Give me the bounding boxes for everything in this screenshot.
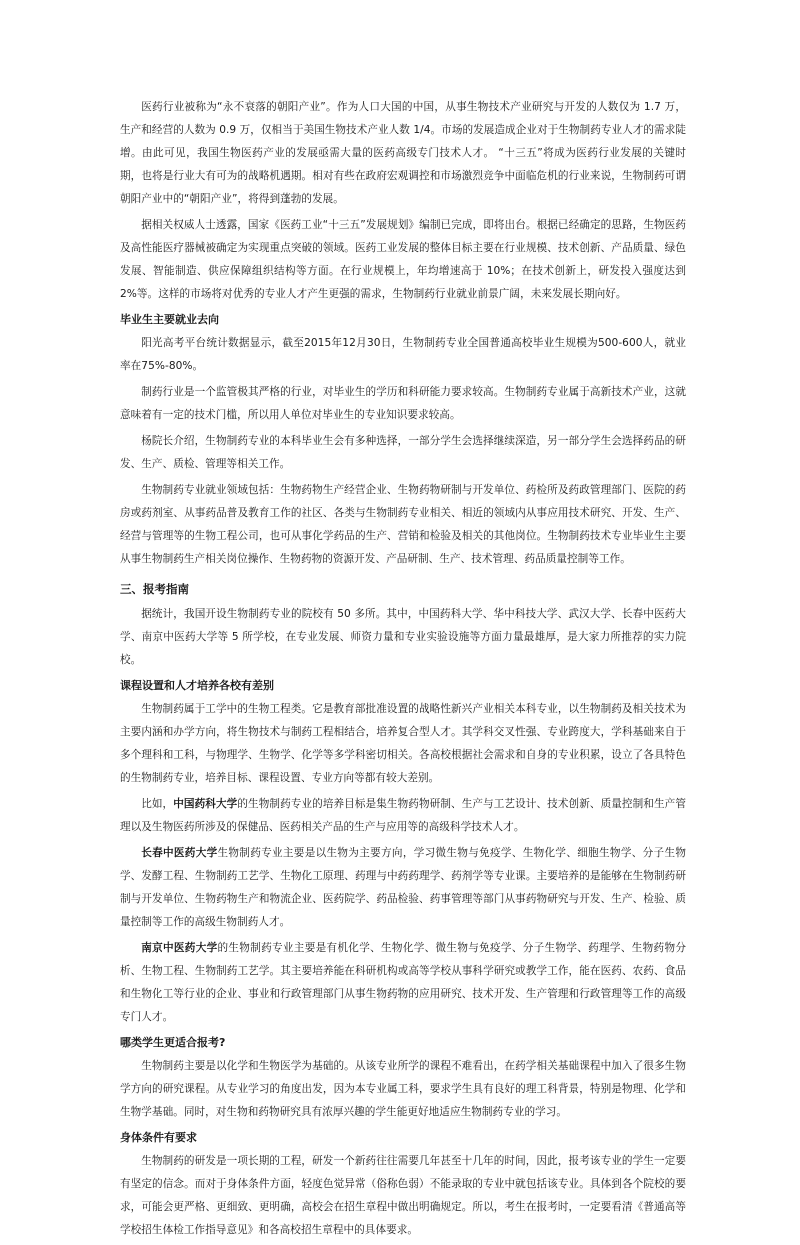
intro-paragraph-2: 据相关权威人士透露，国家《医药工业“十三五”发展规划》编制已完成，即将出台。根据已经确定的思路，生物医药及高性能医疗器械被确定为实现重点突破的领域。医药工业发展的整体目标主要在行业规模、技术创新、产品质量、绿色发展、智能制造、供应保障组织结构等方面。在行业规模上，年均增速高于 10%；在技术创新上，研发投入强度达到 2%等。这样的市场将对优秀的专业人才产生更强的需求，生物制药行业就业前景广阔，未来发展长期向好。 xyxy=(120,219,686,300)
school-name-nanjing: 南京中医药大学 xyxy=(141,942,218,954)
courses-p4-rest: 的生物制药专业主要是有机化学、生物化学、微生物与免疫学、分子生物学、药理学、生物药物分析、生物工程、生物制药工艺学。其主要培养能在科研机构或高等学校从事科学研究或教学工作，能在医药、农药、食品和生物化工等行业的企业、事业和行政管理部门从事生物药物的应用研究、技术开发、生产管理和行政管理等工作的高级专门人才。 xyxy=(120,942,686,1023)
employment-paragraph-1: 阳光高考平台统计数据显示，截至2015年12月30日，生物制药专业全国普通高校毕业生规模为500-600人，就业率在75%-80%。 xyxy=(120,337,686,372)
physical-heading: 身体条件有要求 xyxy=(120,1131,197,1144)
courses-paragraph-1: 生物制药属于工学中的生物工程类。它是教育部批准设置的战略性新兴产业相关本科专业，以生物制药及相关技术为主要内涵和办学方向，将生物技术与制药工程相结合，培养复合型人才。其学科交叉性强、专业跨度大，学科基础来自于多个理科和工科，与物理学、生物学、化学等多学科密切相关。各高校根据社会需求和自身的专业积累，设立了各具特色的生物制药专业，培养目标、课程设置、专业方向等都有较大差别。 xyxy=(120,703,686,784)
courses-heading: 课程设置和人才培养各校有差别 xyxy=(120,679,274,692)
guide-paragraph-1: 据统计，我国开设生物制药专业的院校有 50 多所。其中，中国药科大学、华中科技大学、武汉大学、长春中医药大学、南京中医药大学等 5 所学校，在专业发展、师资力量和专业实验设施等方面力量最雄厚，是大家力所推荐的实力院校。 xyxy=(120,608,686,666)
suitable-paragraph-1: 生物制药主要是以化学和生物医学为基础的。从该专业所学的课程不难看出，在药学相关基础课程中加入了很多生物学方向的研究课程。从专业学习的角度出发，因为本专业属工科，要求学生具有良好的理工科背景，特别是物理、化学和生物学基础。同时，对生物和药物研究具有浓厚兴趣的学生能更好地适应生物制药专业的学习。 xyxy=(120,1060,686,1118)
courses-p2-prefix: 比如， xyxy=(141,798,174,810)
physical-paragraph-1: 生物制药的研发是一项长期的工程，研发一个新药往往需要几年甚至十几年的时间，因此，报考该专业的学生一定要有坚定的信念。而对于身体条件方面，轻度色觉异常（俗称色弱）不能录取的专业中就包括该专业。具体到各个院校的要求，可能会更严格、更细致、更明确，高校会在招生章程中做出明确规定。所以，考生在报考时，一定要看清《普通高等学校招生体检工作指导意见》和各高校招生章程中的具体要求。 xyxy=(120,1155,686,1236)
document-page xyxy=(120,96,686,1245)
employment-heading: 毕业生主要就业去向 xyxy=(120,313,219,326)
courses-paragraph-2 xyxy=(120,793,686,839)
courses-p2-rest: 的生物制药专业的培养目标是集生物药物研制、生产与工艺设计、技术创新、质量控制和生产管理以及生物医药所涉及的保健品、医药相关产品的生产与应用等的高级科学技术人才。 xyxy=(120,798,686,833)
employment-paragraph-4: 生物制药专业就业领域包括：生物药物生产经营企业、生物药物研制与开发单位、药检所及药政管理部门、医院的药房或药剂室、从事药品普及教育工作的社区、各类与生物制药专业相关、相近的领域内从事应用技术研究、开发、生产、经营与管理等的生物工程公司，也可从事化学药品的生产、营销和检验及相关的其他岗位。生物制药技术专业毕业生主要从事生物制药生产相关岗位操作、生物药物的资源开发、产品研制、生产、技术管理、药品质量控制等工作。 xyxy=(120,484,686,565)
school-name-changchun: 长春中医药大学 xyxy=(141,847,218,859)
suitable-heading: 哪类学生更适合报考? xyxy=(120,1036,226,1049)
courses-paragraph-3 xyxy=(120,842,686,934)
courses-paragraph-4 xyxy=(120,937,686,1029)
intro-paragraph-1: 医药行业被称为“永不衰落的朝阳产业”。作为人口大国的中国，从事生物技术产业研究与开发的人数仅为 1.7 万，生产和经营的人数为 0.9 万，仅相当于美国生物技术产业人数 1/4。市场的发展造成企业对于生物制药专业人才的需求陡增。由此可见，我国生物医药产业的发展亟需大量的医药高级专门技术人才。 “十三五”将成为医药行业发展的关键时期，也将是行业大有可为的战略机遇期。相对有些在政府宏观调控和市场激烈竞争中面临危机的行业来说，生物制药可谓朝阳产业中的“朝阳产业”，将得到蓬勃的发展。 xyxy=(120,101,686,205)
school-name-cpu: 中国药科大学 xyxy=(173,798,238,810)
employment-paragraph-2: 制药行业是一个监管极其严格的行业，对毕业生的学历和科研能力要求较高。生物制药专业属于高新技术产业，这就意味着有一定的技术门槛，所以用人单位对毕业生的专业知识要求较高。 xyxy=(120,386,686,421)
guide-heading: 三、报考指南 xyxy=(120,582,189,596)
employment-paragraph-3: 杨院长介绍，生物制药专业的本科毕业生会有多种选择，一部分学生会选择继续深造，另一部分学生会选择药品的研发、生产、质检、管理等相关工作。 xyxy=(120,435,686,470)
courses-p3-rest: 生物制药专业主要是以生物为主要方向，学习微生物与免疫学、生物化学、细胞生物学、分子生物学、发酵工程、生物制药工艺学、生物化工原理、药理与中药药理学、药剂学等专业课。主要培养的是能够在生物制药研制与开发单位、生物药物生产和物流企业、医药院学、药品检验、药事管理等部门从事药物研究与开发、生产、检验、质量控制等工作的高级生物制药人才。 xyxy=(120,847,686,928)
